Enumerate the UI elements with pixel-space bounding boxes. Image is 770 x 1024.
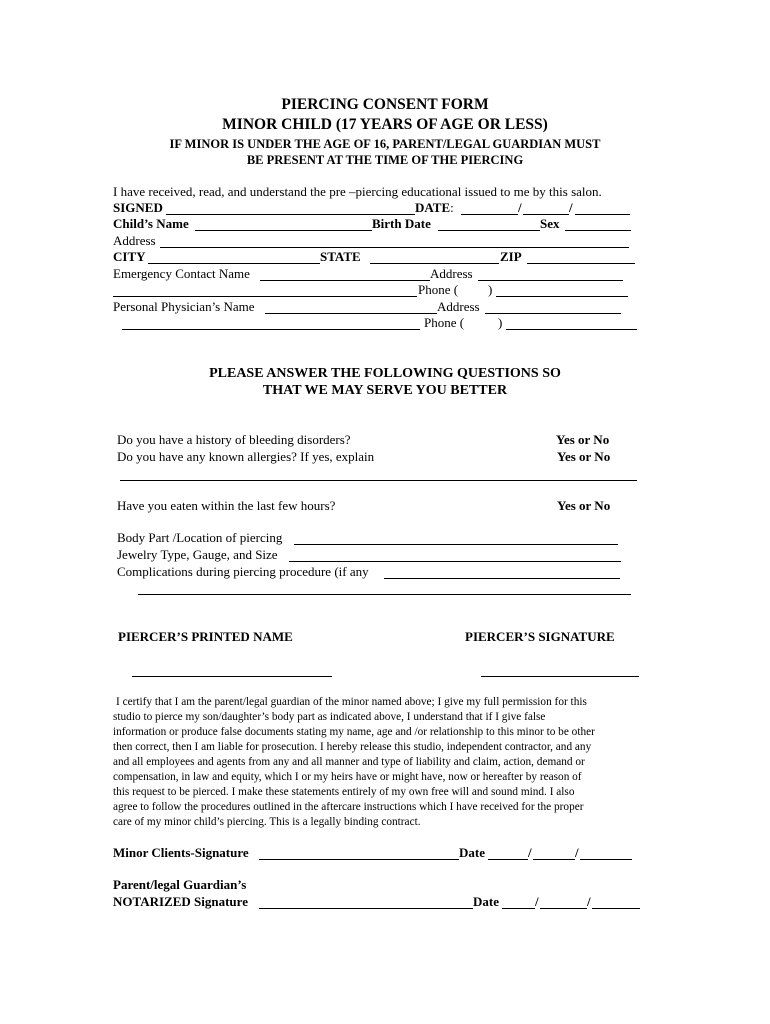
piercer-printed-name-label: PIERCER’S PRINTED NAME (118, 629, 293, 644)
minor-date-year-field[interactable] (580, 859, 632, 860)
emergency-phone-field[interactable] (496, 296, 628, 297)
answer-allergies[interactable]: Yes or No (557, 449, 611, 464)
certification-line-4: then correct, then I am liable for prosecution. I hereby release this studio, independent contractor, and any (113, 741, 592, 753)
minor-signature-field[interactable] (259, 859, 459, 860)
physician-phone-label: Phone ( (424, 315, 465, 330)
physician-field-2[interactable] (122, 329, 420, 330)
signed-label: SIGNED (113, 200, 163, 215)
guardian-label-2: NOTARIZED Signature (113, 894, 248, 909)
birth-date-label: Birth Date (372, 216, 431, 231)
city-label: CITY (113, 249, 146, 264)
zip-field[interactable] (527, 263, 635, 264)
date-slash-2: / (569, 200, 573, 215)
guardian-date-slash-1: / (535, 894, 539, 909)
emergency-contact-field-2[interactable] (113, 296, 417, 297)
date-month-field[interactable] (461, 214, 518, 215)
certification-line-8: agree to follow the procedures outlined in the aftercare instructions which I have received for the proper (113, 801, 584, 813)
page-title: PIERCING CONSENT FORM (281, 96, 489, 113)
emergency-address-field[interactable] (478, 280, 623, 281)
question-bleeding: Do you have a history of bleeding disorders? (117, 432, 351, 447)
guardian-date-month-field[interactable] (502, 908, 535, 909)
date-label: DATE (415, 200, 451, 215)
certification-line-6: compensation, in law and equity, which I or my heirs have or might have, now or hereafter by reason of (113, 771, 582, 783)
minor-date-day-field[interactable] (533, 859, 575, 860)
complications-field-2[interactable] (138, 594, 631, 595)
physician-field[interactable] (265, 313, 437, 314)
date-colon: : (450, 200, 454, 215)
certification-line-3: information or produce false documents stating my name, age and /or relationship to this minor to be other (113, 726, 595, 738)
certification-line-7: this request to be pierced. I make these statements entirely of my own free will and sound mind. I also (113, 786, 575, 798)
complications-label: Complications during piercing procedure (if any (117, 564, 369, 579)
minor-date-slash-2: / (575, 845, 579, 860)
guardian-date-slash-2: / (587, 894, 591, 909)
answer-eaten[interactable]: Yes or No (557, 498, 611, 513)
physician-address-label: Address (437, 299, 480, 314)
emergency-contact-field[interactable] (260, 280, 430, 281)
sex-label: Sex (540, 216, 560, 231)
guardian-signature-field[interactable] (259, 908, 473, 909)
emergency-contact-label: Emergency Contact Name (113, 266, 250, 281)
question-allergies: Do you have any known allergies? If yes, explain (117, 449, 375, 464)
guardian-date-year-field[interactable] (592, 908, 640, 909)
body-part-label: Body Part /Location of piercing (117, 530, 283, 545)
guardian-label-1: Parent/legal Guardian’s (113, 877, 247, 892)
emergency-phone-close: ) (488, 282, 493, 297)
certification-line-1: I certify that I am the parent/legal guardian of the minor named above; I give my full permission for this (116, 696, 587, 708)
notice-line-1: IF MINOR IS UNDER THE AGE OF 16, PARENT/LEGAL GUARDIAN MUST (169, 137, 601, 151)
questions-heading-1: PLEASE ANSWER THE FOLLOWING QUESTIONS SO (209, 366, 561, 381)
signed-field[interactable] (166, 214, 415, 215)
minor-date-month-field[interactable] (488, 859, 528, 860)
date-slash-1: / (518, 200, 522, 215)
questions-heading-2: THAT WE MAY SERVE YOU BETTER (262, 383, 508, 398)
physician-phone-field[interactable] (506, 329, 637, 330)
minor-date-label: Date (459, 845, 485, 860)
piercer-signature-label: PIERCER’S SIGNATURE (465, 629, 615, 644)
emergency-address-label: Address (430, 266, 473, 281)
zip-label: ZIP (500, 249, 522, 264)
address-label: Address (113, 233, 156, 248)
guardian-date-label: Date (473, 894, 499, 909)
piercer-printed-name-field[interactable] (132, 676, 332, 677)
certification-line-5: and all employees and agents from any and all manner and type of liability and claim, action, demand or (113, 756, 585, 768)
allergies-explain-field[interactable] (120, 480, 637, 481)
date-label-group (415, 200, 454, 216)
childs-name-field[interactable] (195, 230, 372, 231)
emergency-phone-label: Phone ( (418, 282, 459, 297)
physician-phone-close: ) (498, 315, 503, 330)
minor-signature-label: Minor Clients-Signature (113, 845, 249, 860)
page-subtitle: MINOR CHILD (17 YEARS OF AGE OR LESS) (222, 116, 548, 133)
body-part-field[interactable] (294, 544, 618, 545)
guardian-date-day-field[interactable] (540, 908, 587, 909)
jewelry-field[interactable] (289, 561, 621, 562)
city-field[interactable] (148, 263, 320, 264)
date-day-field[interactable] (523, 214, 569, 215)
jewelry-label: Jewelry Type, Gauge, and Size (117, 547, 278, 562)
complications-field[interactable] (384, 578, 620, 579)
certification-line-2: studio to pierce my son/daughter’s body part as indicated above, I understand that if I give false (113, 711, 546, 723)
physician-address-field[interactable] (485, 313, 621, 314)
piercer-signature-field[interactable] (481, 676, 639, 677)
birth-date-field[interactable] (438, 230, 540, 231)
state-label: STATE (320, 249, 361, 264)
minor-date-slash-1: / (528, 845, 532, 860)
address-field[interactable] (160, 247, 629, 248)
answer-bleeding[interactable]: Yes or No (556, 432, 610, 447)
sex-field[interactable] (565, 230, 631, 231)
notice-line-2: BE PRESENT AT THE TIME OF THE PIERCING (246, 153, 524, 167)
certification-line-9: care of my minor child’s piercing. This is a legally binding contract. (113, 816, 421, 828)
question-eaten: Have you eaten within the last few hours? (117, 498, 336, 513)
state-field[interactable] (370, 263, 499, 264)
date-year-field[interactable] (575, 214, 630, 215)
intro-text: I have received, read, and understand the pre –piercing educational issued to me by this salon. (113, 184, 602, 199)
childs-name-label: Child’s Name (113, 216, 189, 231)
physician-label: Personal Physician’s Name (113, 299, 255, 314)
